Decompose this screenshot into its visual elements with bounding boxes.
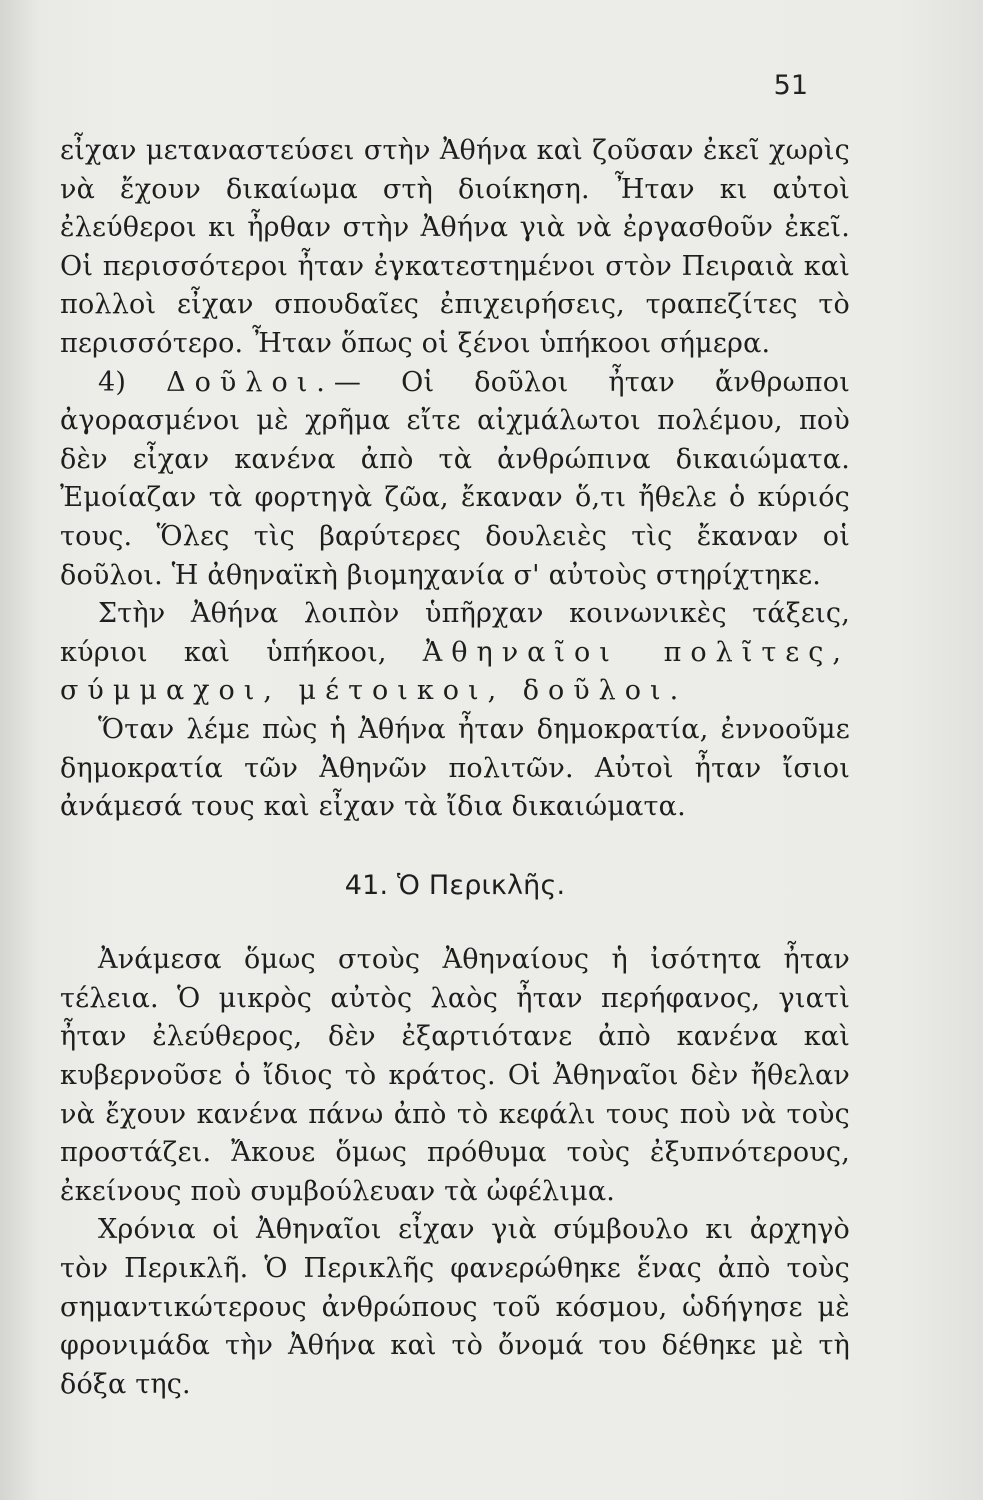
paragraph: Χρόνια οἱ Ἀθηναῖοι εἶχαν γιὰ σύμβουλο κι ἀρχηγὸ τὸν Περικλῆ. Ὁ Περικλῆς φανερώθηκε ἕνας ἀπὸ τοὺς σημαντικώτερους ἀνθρώπους τοῦ κόσμου, ὡδήγησε μὲ φρονιμάδα τὴν Ἀθήνα καὶ τὸ ὄνομά του δέθηκε μὲ τὴ δόξα της. — [60, 1214, 850, 1400]
paragraph-classes — [60, 595, 850, 711]
paragraph: Ἀνάμεσα ὅμως στοὺς Ἀθηναίους ἡ ἰσότητα ἦταν τέλεια. Ὁ μικρὸς αὐτὸς λαὸς ἦταν περήφανος, γιατὶ ἦταν ἐλεύθερος, δὲν ἐξαρτιότανε ἀπὸ κανένα καὶ κυβερνοῦσε ὁ ἴδιος τὸ κράτος. Οἱ Ἀθηναῖοι δὲν ἤθελαν νὰ ἔχουν κανένα πάνω ἀπὸ τὸ κεφάλι τους ποὺ νὰ τοὺς προστάζει. Ἄκουε ὅμως πρόθυμα τοὺς ἐξυπνότερους, ἐκείνους ποὺ συμβούλευαν τὰ ὠφέλιμα. — [60, 944, 850, 1207]
paragraph-slaves — [60, 364, 850, 596]
paragraph-text: — Οἱ δοῦλοι ἦταν ἄνθρωποι ἀγορασμένοι μὲ χρῆμα εἴτε αἰχμάλωτοι πολέμου, ποὺ δὲν εἶχαν κανένα ἀπὸ τὰ ἀνθρώπινα δικαιώματα. Ἐμοίαζαν τὰ φορτηγὰ ζῶα, ἔκαναν ὅ,τι ἤθελε ὁ κύριός τους. Ὅλες τὶς βαρύτερες δουλειὲς τὶς ἔκαναν οἱ δοῦλοι. Ἡ ἀθηναϊκὴ βιομηχανία σ' αὐτοὺς στηρίχτηκε. — [60, 366, 850, 591]
list-number: 4) — [98, 366, 127, 398]
section-heading: 41. Ὁ Περικλῆς. — [344, 869, 566, 901]
spaced-term: Ἀθηναῖοι πολῖτες, σύμμαχοι, μέτοικοι, δοῦλοι. — [60, 636, 850, 707]
paragraph-text: Στὴν Ἀθήνα λοιπὸν ὑπῆρχαν κοινωνικὲς τάξεις, κύριοι καὶ ὑπήκοοι, — [60, 598, 850, 668]
spaced-term: Δοῦλοι. — [166, 366, 334, 398]
body-text — [60, 132, 850, 1404]
paragraph: Ὅταν λέμε πὼς ἡ Ἀθήνα ἦταν δημοκρατία, ἐννοοῦμε δημοκρατία τῶν Ἀθηνῶν πολιτῶν. Αὐτοὶ ἦταν ἴσιοι ἀνάμεσά τους καὶ εἶχαν τὰ ἴδια δικαιώματα. — [60, 713, 850, 823]
paragraph: εἶχαν μεταναστεύσει στὴν Ἀθήνα καὶ ζοῦσαν ἐκεῖ χωρὶς νὰ ἔχουν δικαίωμα στὴ διοίκηση. Ἦταν κι αὐτοὶ ἐλεύθεροι κι ἦρθαν στὴν Ἀθήνα γιὰ νὰ ἐργασθοῦν ἐκεῖ. Οἱ περισσότεροι ἦταν ἐγκατεστημένοι στὸν Πειραιὰ καὶ πολλοὶ εἶχαν σπουδαῖες ἐπιχειρήσεις, τραπεζίτες τὸ περισσότερο. Ἦταν ὅπως οἱ ξένοι ὑπήκοοι σήμερα. — [60, 135, 850, 359]
page-number: 51 — [773, 70, 808, 101]
